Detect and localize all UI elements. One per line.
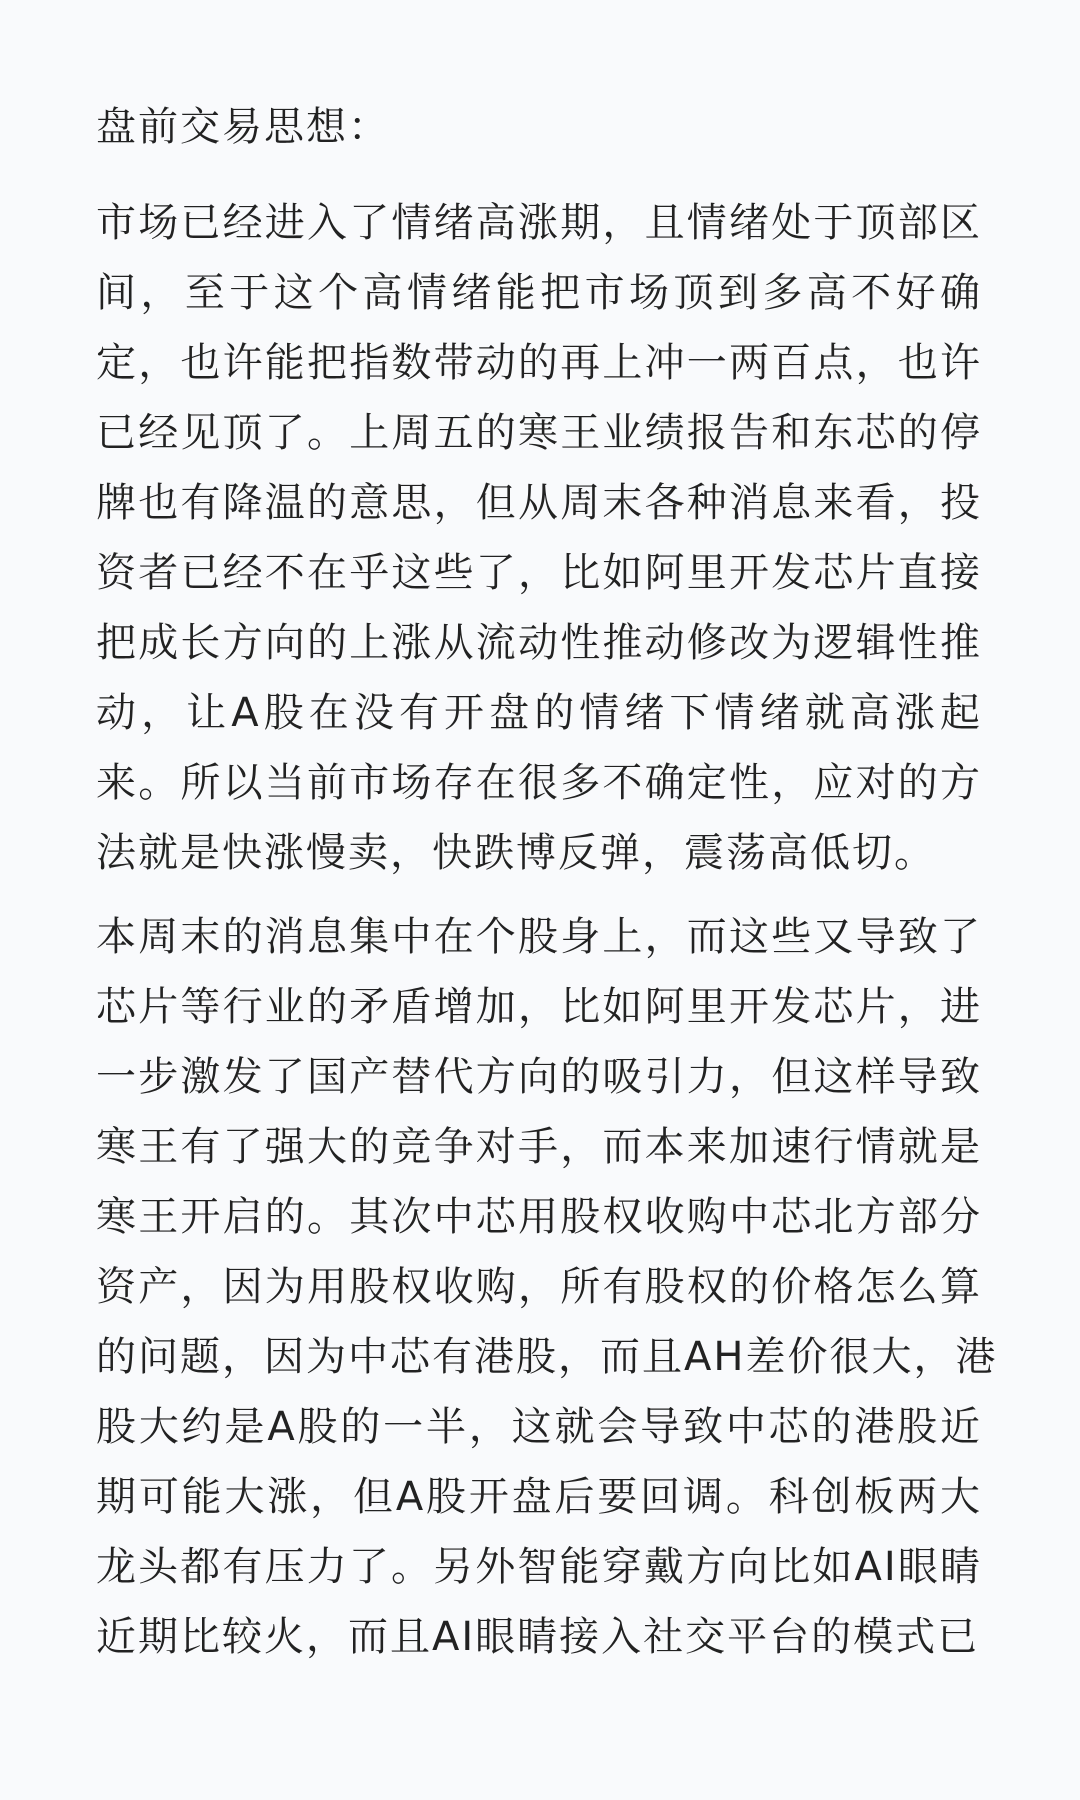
paragraph-line: 间，至于这个高情绪能把市场顶到多高不好确: [96, 270, 982, 316]
paragraph-line: 芯片等行业的矛盾增加，比如阿里开发芯片，进: [96, 984, 982, 1030]
paragraph-line: 的问题，因为中芯有港股，而且AH差价很大，港: [96, 1334, 998, 1380]
paragraph-line: 龙头都有压力了。另外智能穿戴方向比如AI眼睛: [96, 1544, 982, 1590]
paragraph-line: 牌也有降温的意思，但从周末各种消息来看，投: [96, 480, 982, 526]
paragraph-line: 股大约是A股的一半，这就会导致中芯的港股近: [96, 1404, 982, 1450]
paragraph-line: 市场已经进入了情绪高涨期，且情绪处于顶部区: [96, 200, 982, 246]
paragraph-line: 资者已经不在乎这些了，比如阿里开发芯片直接: [96, 550, 982, 596]
paragraph-line: 近期比较火，而且AI眼睛接入社交平台的模式已: [96, 1614, 980, 1660]
paragraph-line: 已经见顶了。上周五的寒王业绩报告和东芯的停: [96, 410, 982, 456]
paragraph-line: 定，也许能把指数带动的再上冲一两百点，也许: [96, 340, 982, 386]
paragraph-line: 本周末的消息集中在个股身上，而这些又导致了: [96, 914, 982, 960]
paragraph-line: 期可能大涨，但A股开盘后要回调。科创板两大: [96, 1474, 982, 1520]
article-title: [96, 92, 982, 162]
paragraph-line: 一步激发了国产替代方向的吸引力，但这样导致: [96, 1054, 982, 1100]
title-text: 盘前交易思想：: [96, 104, 390, 150]
paragraph-line: 法就是快涨慢卖，快跌博反弹，震荡高低切。: [96, 830, 936, 876]
paragraph-line: 把成长方向的上涨从流动性推动修改为逻辑性推: [96, 620, 982, 666]
paragraph-1: [96, 188, 982, 888]
paragraph-line: 寒王开启的。其次中芯用股权收购中芯北方部分: [96, 1194, 982, 1240]
paragraph-line: 资产，因为用股权收购，所有股权的价格怎么算: [96, 1264, 982, 1310]
paragraph-line: 动，让A股在没有开盘的情绪下情绪就高涨起: [96, 690, 982, 736]
paragraph-2: [96, 902, 998, 1672]
paragraph-line: 来。所以当前市场存在很多不确定性，应对的方: [96, 760, 982, 806]
paragraph-line: 寒王有了强大的竞争对手，而本来加速行情就是: [96, 1124, 982, 1170]
